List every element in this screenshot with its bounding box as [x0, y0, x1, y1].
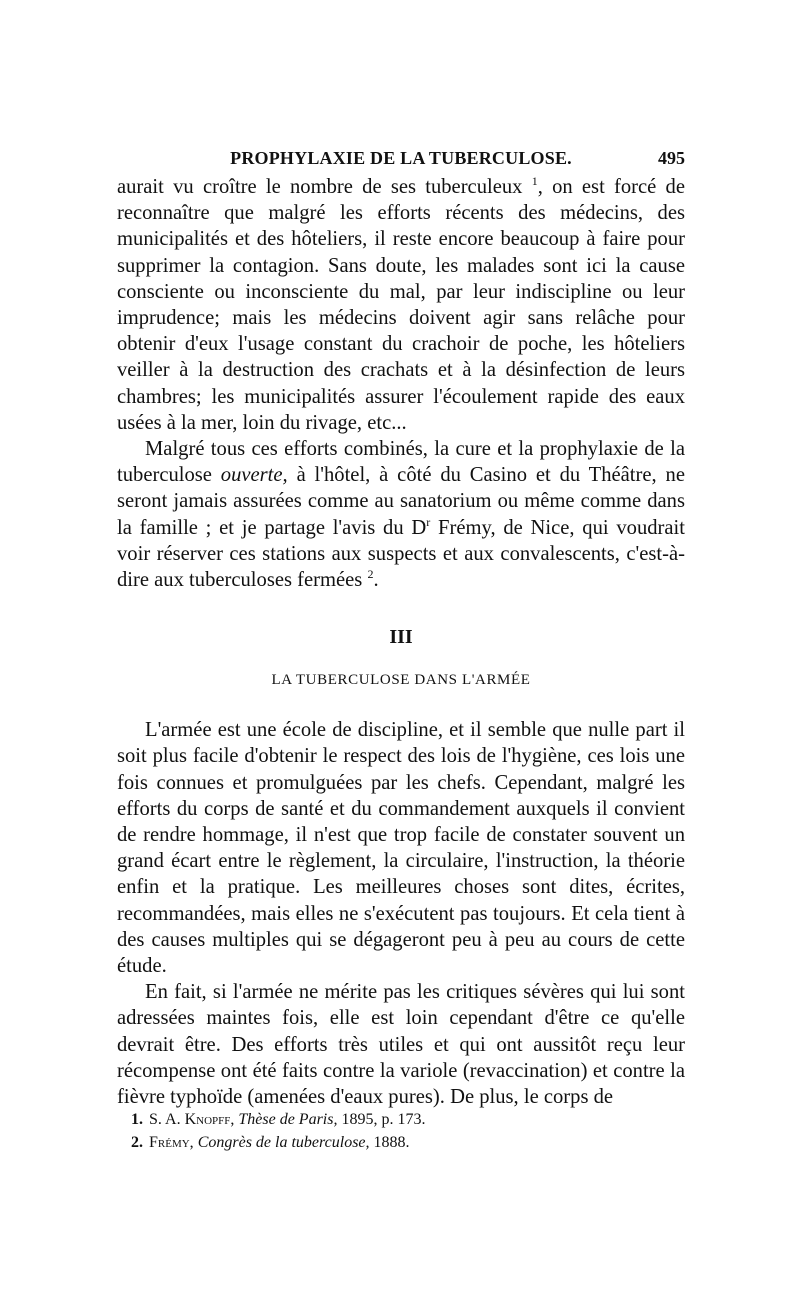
paragraph-2-italic: ouverte,	[220, 464, 288, 487]
paragraph-4: En fait, si l'armée ne mérite pas les critiques sévères qui lui sont adressées maintes fois, elle est loin cependant d'être ce qu'elle devrait être. Des efforts très utiles et qui ont aussitôt reçu leur récompense ont été faits contre la variole (revaccination) et contre la fièvre typhoïde (amenées d'eaux pures). De plus, le corps de	[117, 981, 685, 1109]
paragraph-3: L'armée est une école de discipline, et il semble que nulle part il soit plus facile d'obtenir le respect des lois de l'hygiène, ces lois une fois connues et promulguées par les chefs. Cependant, malgré les efforts du corps de santé et du commandement auxquels il convient de rendre hommage, il n'est que trop facile de constater souvent un grand écart entre le règlement, la circulaire, l'instruction, la théorie enfin et la pratique. Les meilleures choses sont dites, écrites, recommandées, mais elles ne s'exécutent pas toujours. Et cela tient à des causes multiples qui se dégageront peu à peu au cours de cette étude.	[117, 719, 685, 978]
footnote-work: Congrès de la tuberculose,	[197, 1134, 370, 1151]
section-title: LA TUBERCULOSE DANS L'ARMÉE	[271, 672, 531, 689]
page-body	[117, 148, 685, 1110]
running-head	[117, 148, 685, 178]
footnote-author: Frémy,	[149, 1134, 194, 1151]
paragraph-2-c: Frémy, de Nice, qui voudrait voir réserver ces stations aux suspects et aux convalescents, c'est-à-dire aux tuberculoses fermées	[117, 516, 686, 592]
running-title: PROPHYLAXIE DE LA TUBERCULOSE.	[230, 148, 572, 168]
paragraph-2-b: à l'hôtel, à côté du Casino et du Théâtre, ne seront jamais assurées comme au sanatorium ou même comme dans la famille ; et je partage l'avis du D	[117, 464, 685, 539]
footnote-number: 1.	[131, 1111, 143, 1128]
footnote-work: Thèse de Paris,	[238, 1111, 338, 1128]
paragraph-1	[117, 174, 685, 436]
paragraph-2-a: Malgré tous ces efforts combinés, la cure et la prophylaxie de la tuberculose	[117, 438, 685, 487]
page-number: 495	[658, 148, 685, 168]
doctor-abbrev-sup: r	[426, 514, 431, 529]
section-numeral: III	[389, 626, 413, 649]
paragraph-1-text: aurait vu croître le nombre de ses tuberculeux	[117, 176, 523, 198]
footnote-ref-1: 1	[531, 174, 538, 189]
footnote-rest: 1895, p. 173.	[341, 1111, 426, 1128]
footnote-2	[117, 1131, 685, 1154]
footnote-1	[117, 1108, 685, 1131]
footnote-ref-2: 2	[367, 567, 374, 582]
paragraph-2-end: .	[373, 569, 379, 592]
paragraph-1-rest: , on est forcé de reconnaître que malgré les efforts récents des médecins, des municipalités et des hôteliers, il reste encore beaucoup à faire pour supprimer la contagion. Sans doute, les malades sont ici la cause consciente ou inconsciente du mal, par leur indiscipline ou leur imprudence; mais les médecins doivent agir sans relâche pour obtenir d'eux l'usage constant du crachoir de poche, les hôteliers veiller à la destruction des crachats et à la désinfection de leurs chambres; les municipalités assurer l'écoulement rapide des eaux usées à la mer, loin du rivage, etc...	[117, 176, 685, 434]
footnote-number: 2.	[131, 1134, 143, 1151]
footnote-author: S. A. Knopff,	[149, 1111, 235, 1128]
footnotes	[117, 1108, 685, 1154]
paragraph-2	[117, 436, 685, 593]
footnote-rest: 1888.	[373, 1134, 410, 1151]
